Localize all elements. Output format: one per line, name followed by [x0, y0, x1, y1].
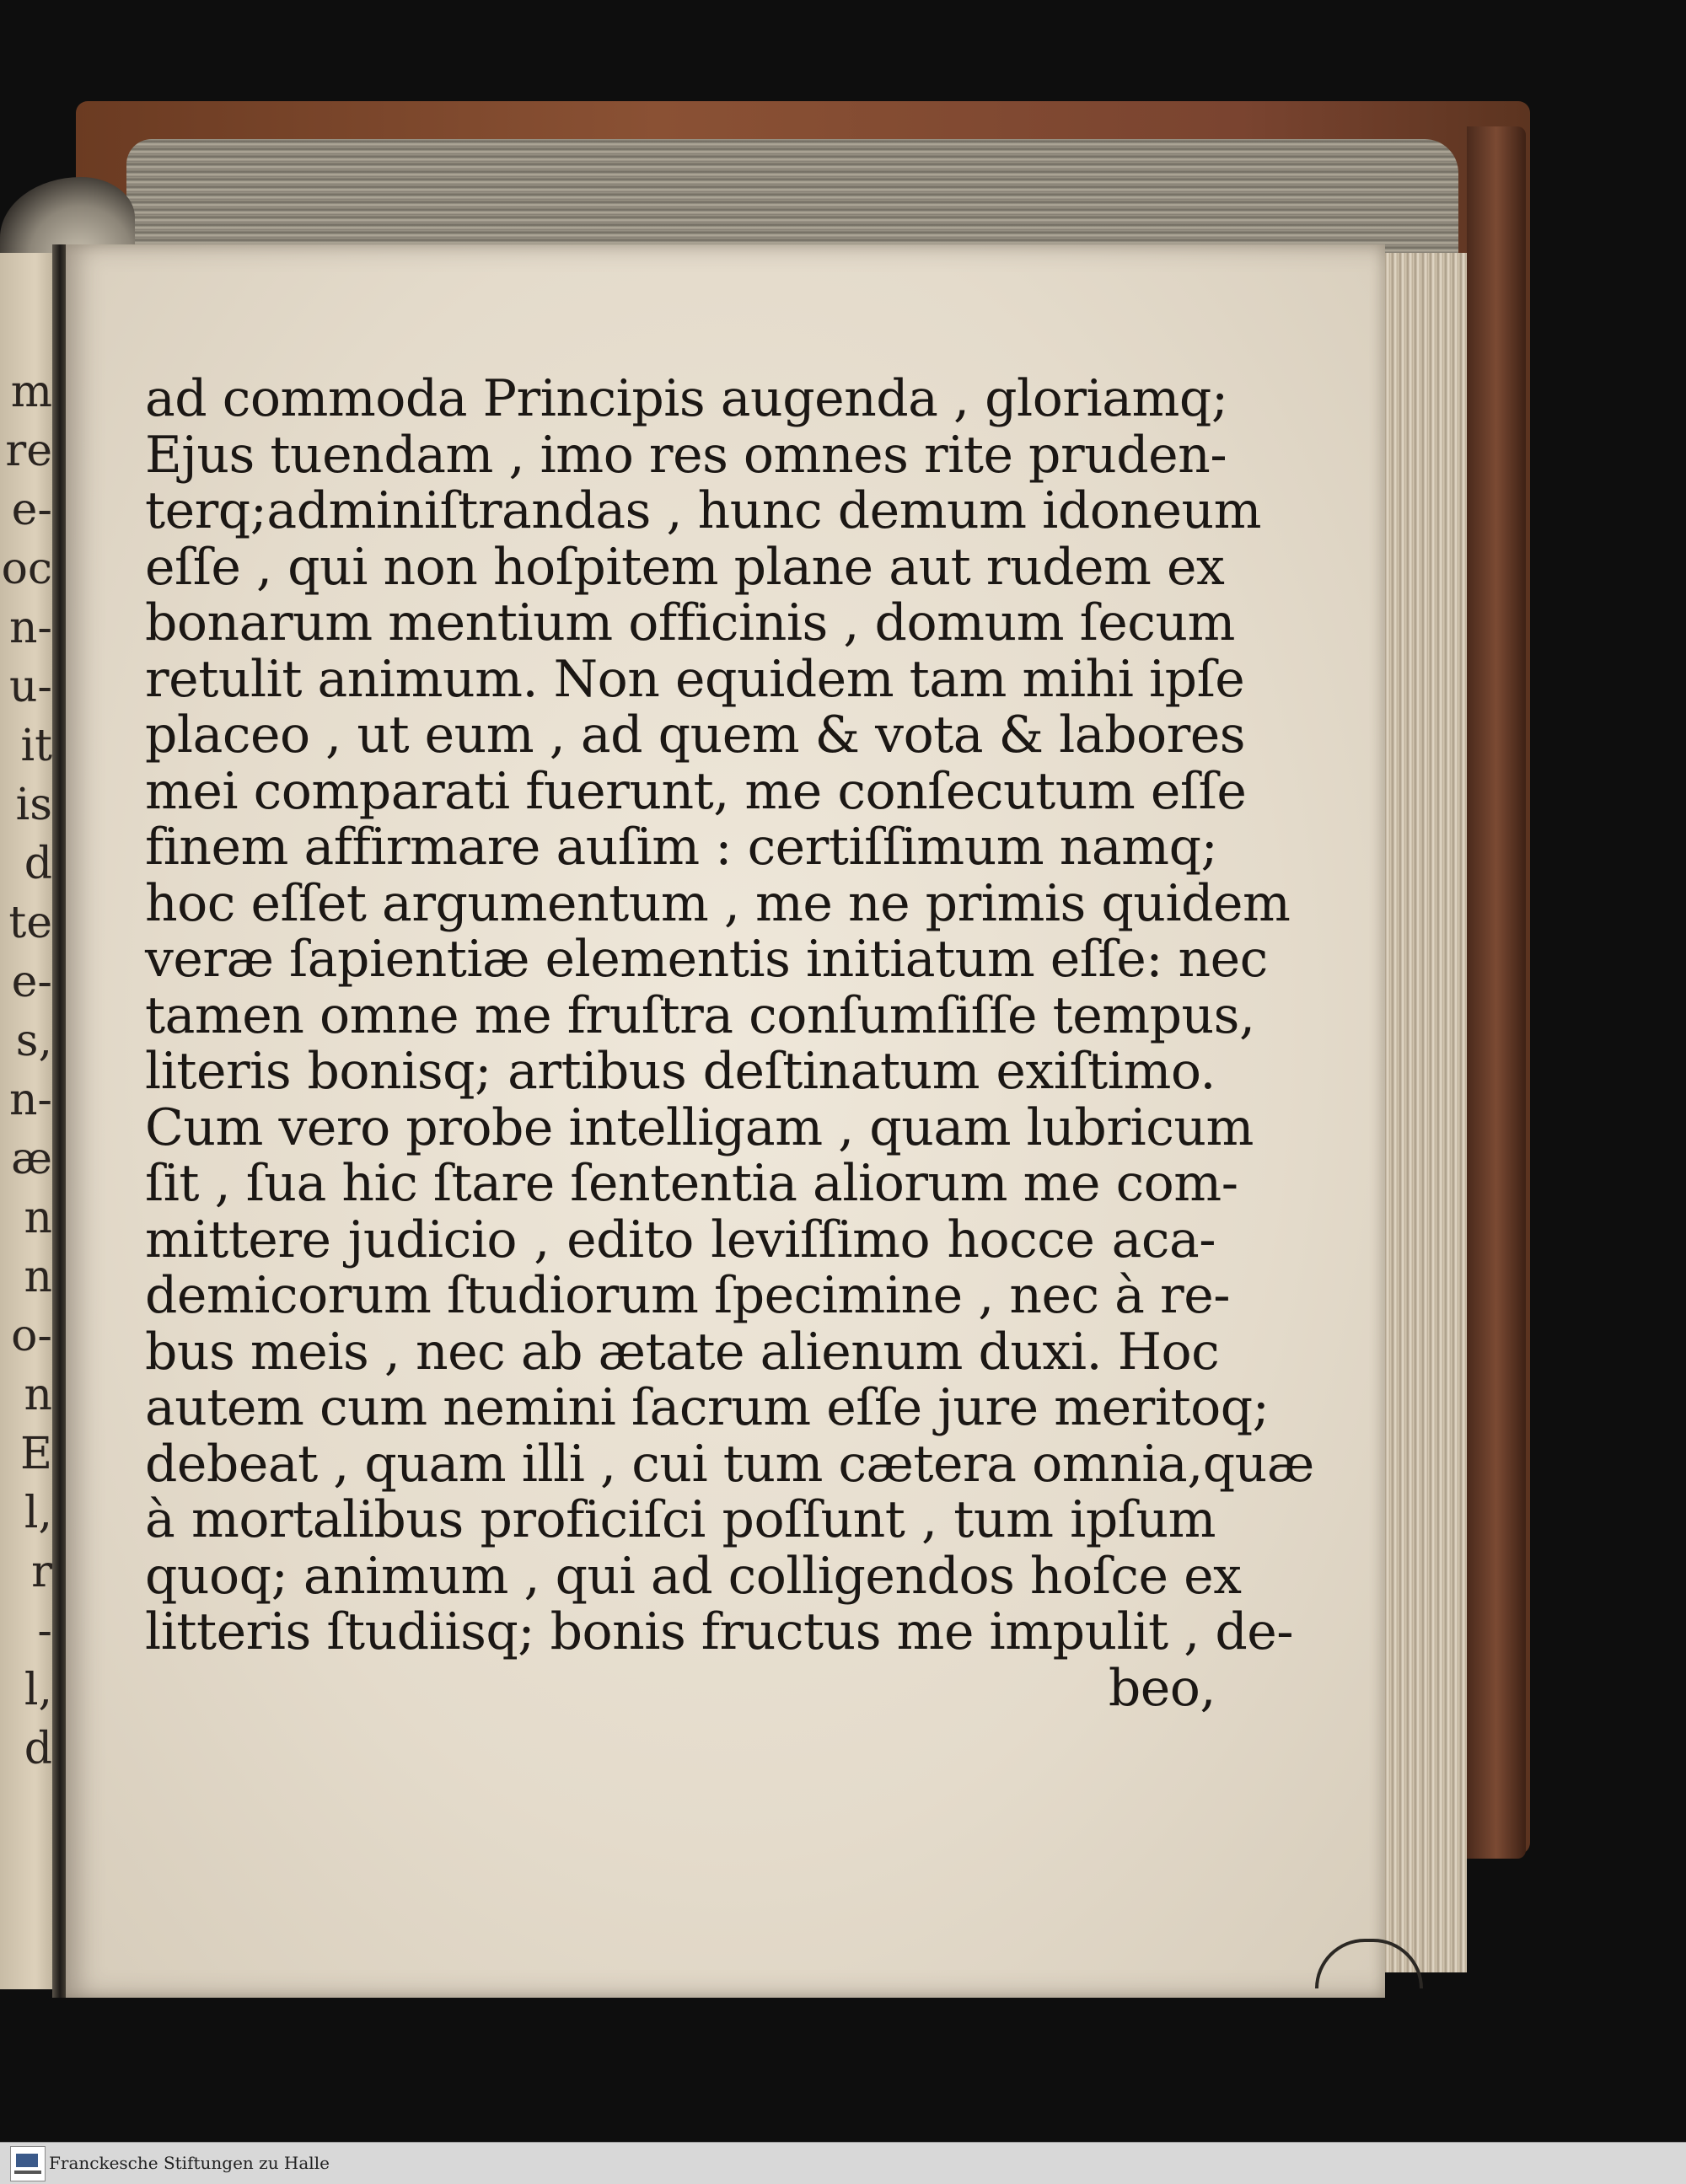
book-cover-edge — [1467, 126, 1526, 1859]
catchword: beo, — [1108, 1658, 1216, 1718]
previous-page-fragment: te — [8, 898, 52, 948]
previous-page-fragment: - — [37, 1606, 52, 1656]
previous-page-fragment: E — [20, 1429, 52, 1479]
previous-page-fragment: re — [5, 426, 52, 476]
page-text-block — [145, 369, 1314, 1718]
previous-page-fragment: n- — [8, 603, 52, 653]
institution-name: Franckesche Stiftungen zu Halle — [49, 2153, 330, 2173]
previous-page-fragment: r — [31, 1547, 52, 1597]
page-block-top-edge — [126, 139, 1458, 257]
text-line: Ejus tuendam , imo res omnes rite pruden- — [145, 425, 1227, 485]
previous-page-fragment: e- — [11, 485, 52, 535]
text-line: ad commoda Principis augenda , gloriamq; — [145, 369, 1228, 428]
previous-page-fragment: l, — [24, 1488, 52, 1538]
text-line: quoq; animum , qui ad colligendos hoſce ex — [145, 1546, 1242, 1606]
text-line: ſit , ſua hic ſtare ſententia aliorum me com- — [145, 1154, 1238, 1213]
previous-page-fragment: d — [24, 839, 52, 889]
previous-page-fragment: æ — [11, 1134, 52, 1184]
previous-page-fragment: it — [20, 721, 52, 771]
text-line: bonarum mentium officinis , domum ſecum — [145, 593, 1235, 652]
previous-page-fragment: is — [15, 780, 52, 830]
previous-page-fragment: n- — [8, 1075, 52, 1125]
previous-page-fragment: n — [24, 1252, 52, 1302]
text-line: eſſe , qui non hoſpitem plane aut rudem ex — [145, 537, 1225, 597]
text-line: veræ ſapientiæ elementis initiatum eſſe: nec — [145, 930, 1268, 989]
institution-logo-icon — [10, 2146, 46, 2181]
previous-page-fragment: oc — [1, 544, 52, 594]
previous-page-fragment: o- — [11, 1311, 52, 1361]
text-line: à mortalibus proficiſci poſſunt , tum ipſum — [145, 1490, 1216, 1549]
text-line: finem affirmare auſim : certiſſimum namq; — [145, 818, 1218, 877]
text-line: literis bonisq; artibus deſtinatum exiſtimo. — [145, 1042, 1216, 1101]
previous-page-fragment: e- — [11, 957, 52, 1007]
text-line: bus meis , nec ab ætate alienum duxi. Hoc — [145, 1322, 1220, 1382]
previous-page-fragment: s, — [15, 1016, 52, 1066]
text-line: mei comparati fuerunt, me conſecutum eſſe — [145, 761, 1247, 821]
previous-page-fragment: n — [24, 1370, 52, 1420]
text-line: tamen omne me fruſtra conſumſiſſe tempus, — [145, 985, 1255, 1045]
previous-page-fragment: n — [24, 1193, 52, 1243]
previous-page-fragment: u- — [8, 662, 52, 712]
text-line: mittere judicio , edito leviſſimo hocce aca- — [145, 1210, 1216, 1269]
page-block-fore-edge — [1383, 253, 1467, 1972]
previous-page-fragment: l, — [24, 1665, 52, 1715]
text-line: demicorum ſtudiorum ſpecimine , nec à re- — [145, 1266, 1230, 1325]
previous-page-fragment: m — [10, 367, 52, 417]
text-line: Cum vero probe intelligam , quam lubricum — [145, 1097, 1254, 1157]
text-line: terq;adminiſtrandas , hunc demum idoneum — [145, 481, 1262, 540]
text-line: hoc eſſet argumentum , me ne primis quidem — [145, 873, 1291, 933]
text-line: retulit animum. Non equidem tam mihi ipſe — [145, 649, 1245, 709]
previous-page-text-fragments — [0, 362, 52, 1779]
text-line: litteris ſtudiisq; bonis fructus me impulit , de- — [145, 1602, 1294, 1661]
previous-page-fragment: d — [24, 1724, 52, 1774]
text-line: debeat , quam illi , cui tum cætera omnia,quæ — [145, 1434, 1314, 1494]
text-line: autem cum nemini ſacrum eſſe jure meritoq; — [145, 1378, 1270, 1437]
text-line: placeo , ut eum , ad quem & vota & labores — [145, 706, 1246, 765]
